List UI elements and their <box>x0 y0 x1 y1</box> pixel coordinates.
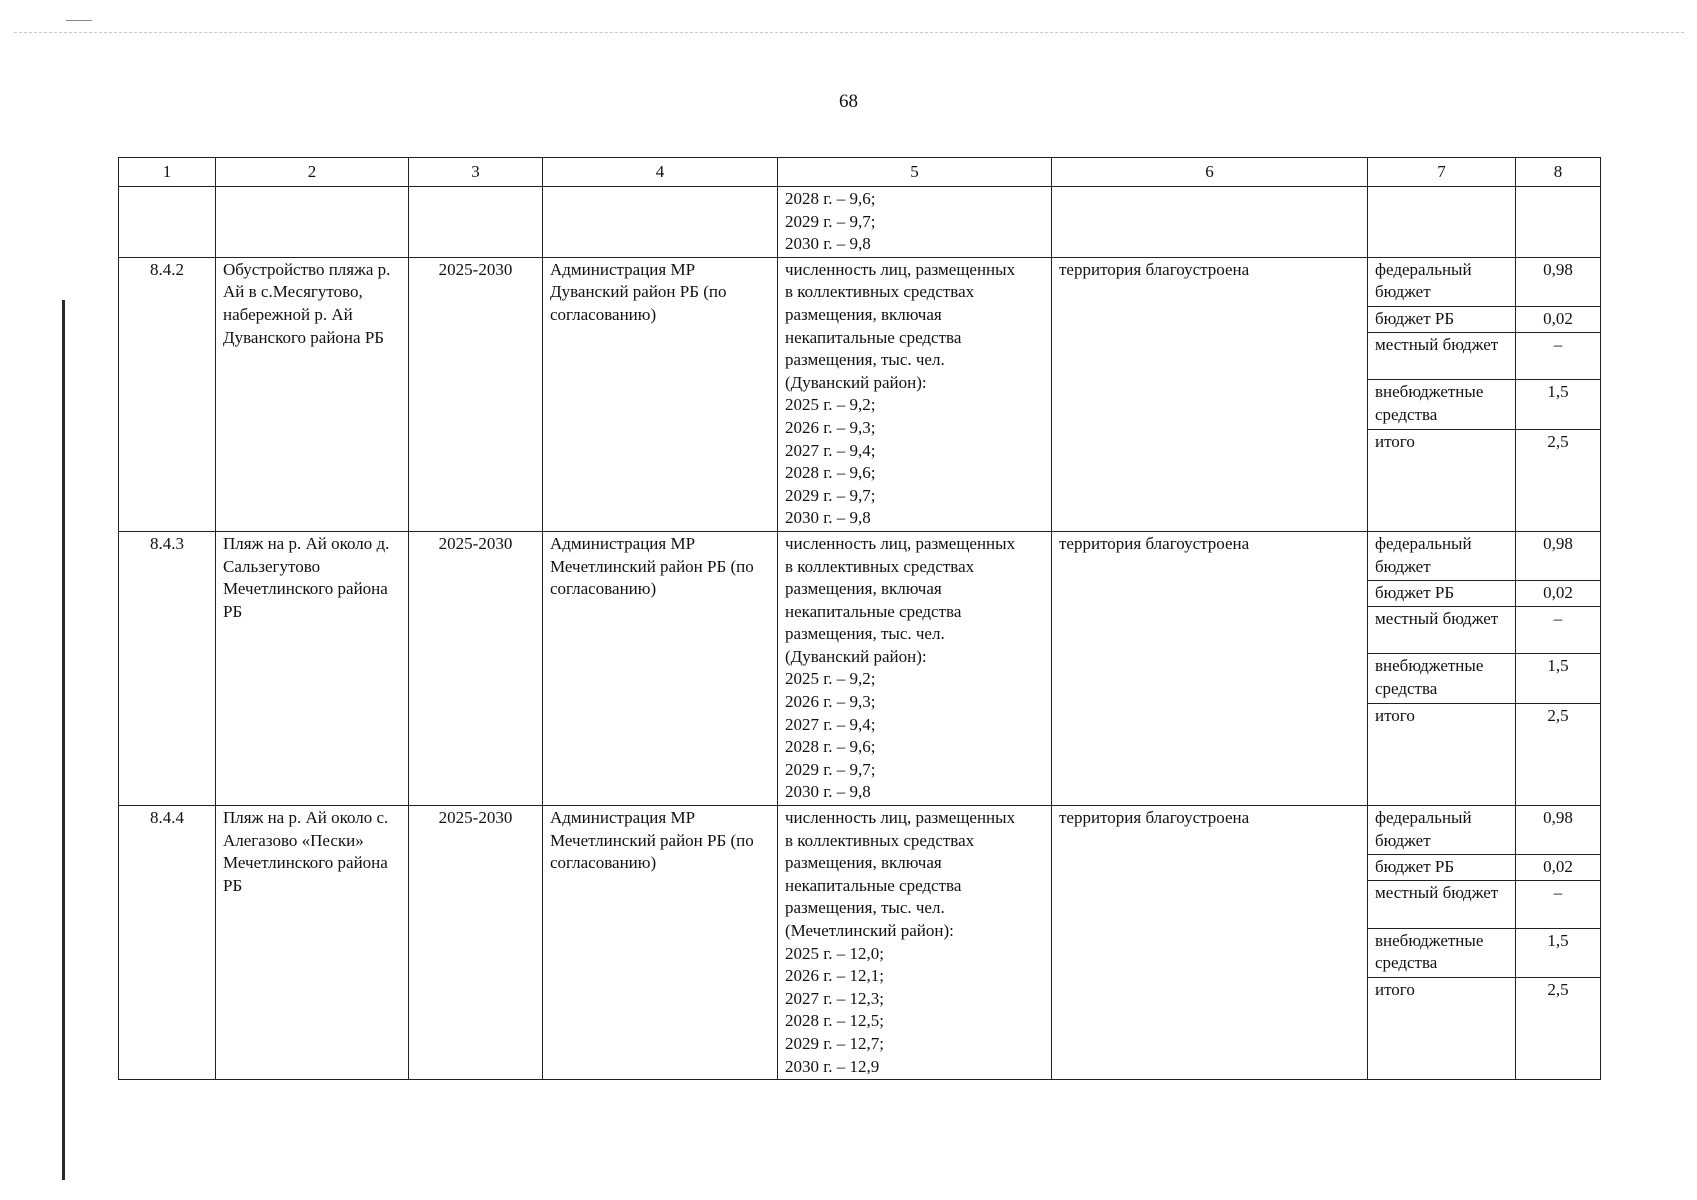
indicator-line: 2026 г. – 9,3; <box>785 692 876 712</box>
table-row <box>119 531 1601 580</box>
cell-funding-amount: 1,5 <box>1516 654 1601 703</box>
program-table <box>118 157 1601 1080</box>
cell-funding-source: федеральный бюджет <box>1368 257 1516 306</box>
column-header: 8 <box>1516 158 1601 187</box>
column-header: 2 <box>216 158 409 187</box>
cell-period: 2025-2030 <box>409 806 543 1080</box>
indicator-line: некапитальные средства <box>785 327 962 347</box>
continuation-row <box>119 187 1601 258</box>
indicator-line: размещения, включая <box>785 304 942 324</box>
indicator-line: 2029 г. – 12,7; <box>785 1033 885 1053</box>
cell-funding-source: итого <box>1368 429 1516 531</box>
indicator-line: размещения, тыс. чел. <box>785 898 945 918</box>
cell-funding-amount: 1,5 <box>1516 380 1601 429</box>
indicator-line: 2025 г. – 9,2; <box>785 669 876 689</box>
column-header: 3 <box>409 158 543 187</box>
page-number: 68 <box>839 91 858 112</box>
table-row <box>119 257 1601 306</box>
indicator-line: в коллективных средствах <box>785 556 975 576</box>
cell-result: территория благоустроена <box>1052 257 1368 531</box>
table-header <box>119 158 1601 187</box>
cell-funding-amount: 0,02 <box>1516 307 1601 333</box>
column-header: 4 <box>543 158 778 187</box>
scan-mark <box>66 20 92 21</box>
cell-funding-amount: 0,98 <box>1516 531 1601 580</box>
cell-funding-source: бюджет РБ <box>1368 307 1516 333</box>
cell-executor: Администрация МР Дуванский район РБ (по согласованию) <box>543 257 778 531</box>
cell-period: 2025-2030 <box>409 257 543 531</box>
column-header: 6 <box>1052 158 1368 187</box>
indicator-line: в коллективных средствах <box>785 830 975 850</box>
table-body <box>119 187 1601 1080</box>
cell-indicator <box>778 257 1052 531</box>
cell-funding-amount: – <box>1516 607 1601 654</box>
indicator-line: (Мечетлинский район): <box>785 921 954 940</box>
cell-funding-source: внебюджетные средства <box>1368 654 1516 703</box>
cell-funding-amount: 0,98 <box>1516 257 1601 306</box>
cell-funding-amount: 1,5 <box>1516 928 1601 977</box>
cell-name: Пляж на р. Ай около д. Сальзегутово Мечетлинского района РБ <box>216 531 409 805</box>
indicator-line: размещения, включая <box>785 579 942 599</box>
cell-funding-amount: – <box>1516 881 1601 928</box>
indicator-line: численность лиц, размещенных <box>785 533 1016 553</box>
cell-result: территория благоустроена <box>1052 806 1368 1080</box>
cell-name: Пляж на р. Ай около с. Алегазово «Пески» Мечетлинского района РБ <box>216 806 409 1080</box>
column-header: 7 <box>1368 158 1516 187</box>
cell-executor: Администрация МР Мечетлинский район РБ (по согласованию) <box>543 806 778 1080</box>
indicator-line: 2025 г. – 12,0; <box>785 943 885 963</box>
cell-funding-source: федеральный бюджет <box>1368 531 1516 580</box>
indicator-line: 2027 г. – 12,3; <box>785 988 885 1008</box>
indicator-line: некапитальные средства <box>785 601 962 621</box>
cell-funding-source: местный бюджет <box>1368 607 1516 654</box>
cell-funding-source: бюджет РБ <box>1368 581 1516 607</box>
cell-funding-source: местный бюджет <box>1368 881 1516 928</box>
indicator-line: (Дуванский район): <box>785 646 927 666</box>
indicator-line: 2030 г. – 12,9 <box>785 1056 880 1076</box>
cell-num: 8.4.3 <box>119 531 216 805</box>
cell-funding-amount: 2,5 <box>1516 703 1601 805</box>
cell-funding-amount: 0,02 <box>1516 855 1601 881</box>
scan-edge-shadow <box>62 300 65 1180</box>
indicator-line: 2028 г. – 9,6; <box>785 737 876 757</box>
cell-funding-source: местный бюджет <box>1368 333 1516 380</box>
indicator-line: размещения, тыс. чел. <box>785 624 945 644</box>
indicator-line: 2026 г. – 12,1; <box>785 966 885 986</box>
cell-funding-source: федеральный бюджет <box>1368 806 1516 855</box>
cell-funding-amount: – <box>1516 333 1601 380</box>
cell-result <box>1052 187 1368 258</box>
cell-indicator <box>778 531 1052 805</box>
cell-period: 2025-2030 <box>409 531 543 805</box>
cell-funding-amount: 0,98 <box>1516 806 1601 855</box>
column-header: 1 <box>119 158 216 187</box>
cell-funding-amount <box>1516 187 1601 258</box>
indicator-line: 2027 г. – 9,4; <box>785 440 876 460</box>
cell-executor: Администрация МР Мечетлинский район РБ (по согласованию) <box>543 531 778 805</box>
indicator-line: 2030 г. – 9,8 <box>785 782 871 802</box>
header-row <box>119 158 1601 187</box>
cell-funding-amount: 2,5 <box>1516 429 1601 531</box>
cell-result: территория благоустроена <box>1052 531 1368 805</box>
cell-funding-source: внебюджетные средства <box>1368 928 1516 977</box>
cell-indicator <box>778 806 1052 1080</box>
indicator-line: численность лиц, размещенных <box>785 808 1016 828</box>
cell-num <box>119 187 216 258</box>
indicator-line: 2030 г. – 9,8 <box>785 508 871 528</box>
indicator-line: 2029 г. – 9,7; <box>785 485 876 505</box>
cell-name: Обустройство пляжа р. Ай в с.Месягутово, набережной р. Ай Дуванского района РБ <box>216 257 409 531</box>
cell-funding-source: бюджет РБ <box>1368 855 1516 881</box>
column-header: 5 <box>778 158 1052 187</box>
indicator-line: размещения, включая <box>785 853 942 873</box>
indicator-line: 2026 г. – 9,3; <box>785 417 876 437</box>
indicator-line: 2029 г. – 9,7; <box>785 759 876 779</box>
indicator-line: размещения, тыс. чел. <box>785 350 945 370</box>
indicator-line: некапитальные средства <box>785 875 962 895</box>
cell-funding-amount: 0,02 <box>1516 581 1601 607</box>
indicator-line: 2028 г. – 12,5; <box>785 1011 885 1031</box>
cell-executor <box>543 187 778 258</box>
cell-funding-amount: 2,5 <box>1516 977 1601 1079</box>
cell-funding-source: итого <box>1368 703 1516 805</box>
cell-num: 8.4.4 <box>119 806 216 1080</box>
scan-artifact-line <box>14 32 1684 33</box>
indicator-line: 2029 г. – 9,7; <box>785 211 876 231</box>
cell-period <box>409 187 543 258</box>
indicator-line: 2030 г. – 9,8 <box>785 234 871 254</box>
cell-name <box>216 187 409 258</box>
indicator-line: 2025 г. – 9,2; <box>785 395 876 415</box>
cell-num: 8.4.2 <box>119 257 216 531</box>
cell-indicator <box>778 187 1052 258</box>
indicator-line: (Дуванский район): <box>785 372 927 392</box>
indicator-line: 2028 г. – 9,6; <box>785 189 876 208</box>
cell-funding-source: итого <box>1368 977 1516 1079</box>
indicator-line: 2028 г. – 9,6; <box>785 463 876 483</box>
table-row <box>119 806 1601 855</box>
cell-funding-source: внебюджетные средства <box>1368 380 1516 429</box>
indicator-line: 2027 г. – 9,4; <box>785 714 876 734</box>
indicator-line: численность лиц, размещенных <box>785 259 1016 279</box>
indicator-line: в коллективных средствах <box>785 282 975 302</box>
cell-funding-source <box>1368 187 1516 258</box>
